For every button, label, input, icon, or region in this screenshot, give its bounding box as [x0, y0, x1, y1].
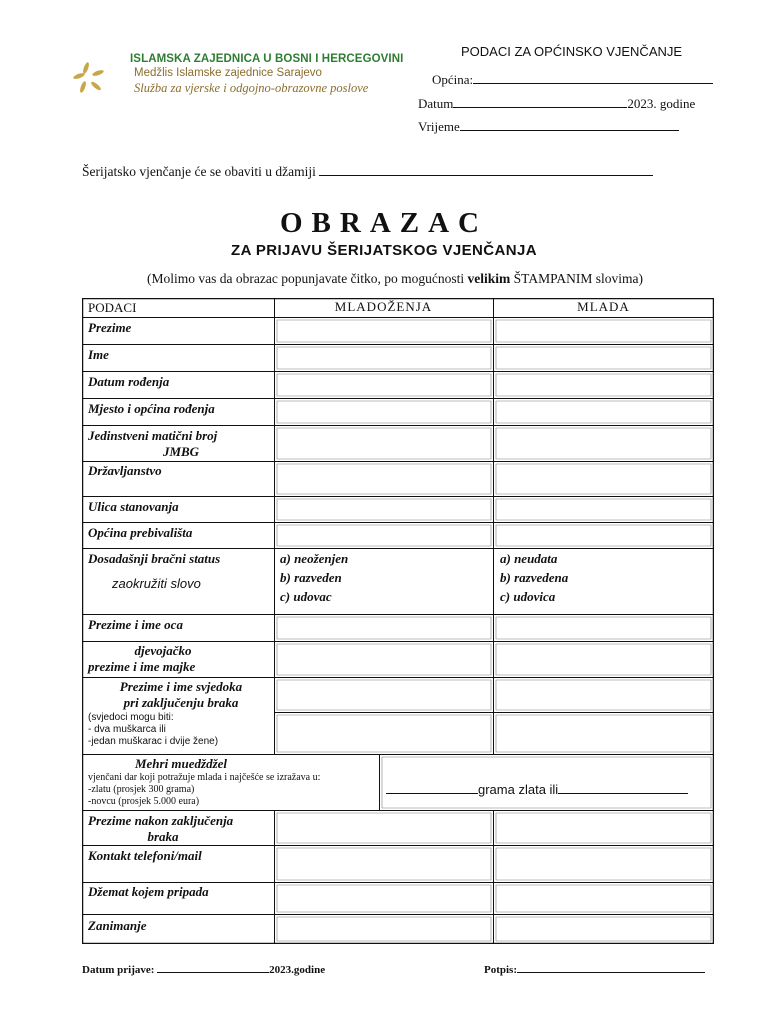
datum-prijave-blank[interactable]: [157, 962, 269, 973]
label-ulica: Ulica stanovanja: [88, 499, 179, 514]
mehr-note: vjenčani dar koji potražuje mlada i najčešće se izražava u: -zlatu (prosjek 300 grama) -novcu (prosjek 5.000 eura): [88, 772, 321, 807]
label-kontakt: Kontakt telefoni/mail: [88, 848, 202, 863]
vrijeme-blank[interactable]: [460, 118, 679, 131]
mosque-label: Šerijatsko vjenčanje će se obaviti u džamiji: [82, 164, 316, 179]
label-prezime-nakon-1: Prezime nakon zaključenja: [88, 813, 234, 828]
groom-option-b[interactable]: b) razveden: [280, 570, 342, 585]
opcina-label: Općina:: [432, 72, 474, 87]
mehr-value-field[interactable]: [386, 781, 688, 797]
label-dzemat: Džemat kojem pripada: [88, 884, 209, 899]
label-ime: Ime: [88, 347, 109, 362]
groom-option-a[interactable]: a) neoženjen: [280, 551, 349, 566]
label-mehr: Mehri muedždžel: [134, 756, 228, 771]
label-majka-2: prezime i ime majke: [88, 659, 196, 674]
datum-prijave-field[interactable]: [82, 962, 325, 976]
label-zaokruziti: zaokružiti slovo: [112, 576, 201, 591]
label-majka-1: djevojačko: [134, 643, 192, 658]
application-table: [82, 298, 714, 944]
bride-option-c[interactable]: c) udovica: [500, 589, 556, 604]
label-datum-rodjenja: Datum rođenja: [88, 374, 170, 389]
mosque-field[interactable]: [82, 163, 653, 180]
opcina-field[interactable]: [432, 71, 713, 88]
groom-status-options[interactable]: [280, 549, 348, 606]
groom-option-c[interactable]: c) udovac: [280, 589, 332, 604]
mehr-grams-blank[interactable]: [386, 781, 478, 794]
datum-year: 2023. godine: [627, 96, 696, 111]
datum-prijave-year: 2023.godine: [269, 964, 326, 976]
form-title: OBRAZAC: [279, 207, 488, 239]
label-drzavljanstvo: Državljanstvo: [88, 463, 162, 478]
label-opcina-prebivalista: Općina prebivališta: [88, 525, 193, 540]
vrijeme-label: Vrijeme: [418, 119, 460, 134]
label-svjedoci-1: Prezime i ime svjedoka: [119, 679, 243, 694]
label-prezime: Prezime: [88, 320, 132, 335]
instruction-note: (Molimo vas da obrazac popunjavate čitko, po mogućnosti velikim ŠTAMPANIM slovima): [147, 271, 643, 286]
header-podaci: PODACI: [88, 300, 137, 315]
form-subtitle: ZA PRIJAVU ŠERIJATSKOG VJENČANJA: [231, 242, 537, 259]
label-svjedoci-2: pri zaključenju braka: [123, 695, 239, 710]
label-jmbg-2: JMBG: [162, 444, 200, 459]
mehr-value-label: grama zlata ili: [478, 782, 559, 797]
datum-field[interactable]: [418, 95, 695, 112]
municipal-title: PODACI ZA OPĆINSKO VJENČANJE: [461, 44, 683, 59]
potpis-label: Potpis:: [484, 964, 517, 976]
org-name-line3: Služba za vjerske i odgojno-obrazovne poslove: [134, 81, 369, 95]
potpis-blank[interactable]: [517, 962, 705, 973]
label-otac: Prezime i ime oca: [88, 617, 183, 632]
bride-option-a[interactable]: a) neudata: [500, 551, 558, 566]
mosque-blank[interactable]: [319, 163, 653, 176]
label-mjesto-rodjenja: Mjesto i općina rođenja: [88, 401, 215, 416]
label-bracni-status: Dosadašnji bračni status: [88, 551, 221, 566]
org-name-line1: ISLAMSKA ZAJEDNICA U BOSNI I HERCEGOVINI: [130, 53, 404, 65]
label-jmbg-1: Jedinstveni matični broj: [88, 428, 218, 443]
header-mladozenja: MLADOŽENJA: [334, 299, 433, 314]
datum-label: Datum: [418, 96, 454, 111]
bride-status-options[interactable]: [500, 549, 568, 606]
mehr-money-blank[interactable]: [558, 781, 688, 794]
label-zanimanje: Zanimanje: [88, 918, 147, 933]
header-mlada: MLADA: [577, 299, 630, 314]
potpis-field[interactable]: [484, 962, 705, 976]
org-name-line2: Medžlis Islamske zajednice Sarajevo: [134, 67, 322, 79]
vrijeme-field[interactable]: [418, 118, 679, 135]
label-prezime-nakon-2: braka: [147, 829, 179, 844]
bride-option-b[interactable]: b) razvedena: [500, 570, 569, 585]
datum-blank[interactable]: [453, 95, 627, 108]
opcina-blank[interactable]: [473, 71, 713, 84]
datum-prijave-label: Datum prijave:: [82, 964, 155, 976]
svjedoci-note: (svjedoci mogu biti: - dva muškarca ili -jedan muškarac i dvije žene): [88, 712, 219, 747]
crescent-star-logo-icon: [40, 46, 110, 110]
